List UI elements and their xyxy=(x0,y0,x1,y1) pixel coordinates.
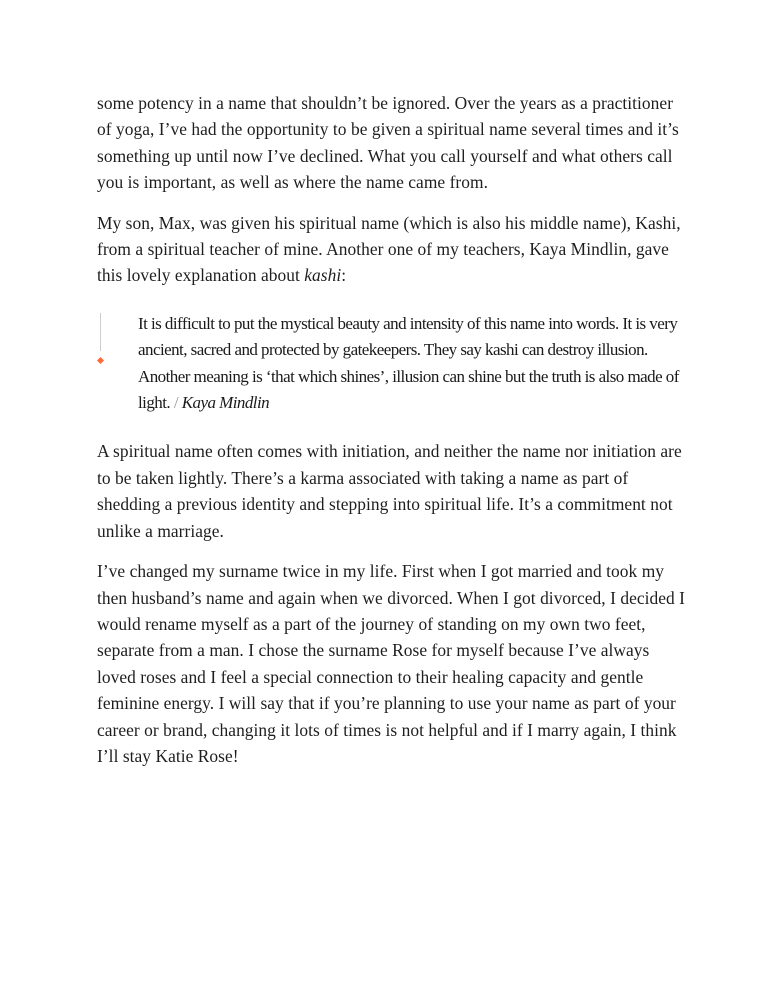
paragraph-son-max-kashi xyxy=(97,210,687,289)
article-body xyxy=(97,90,687,769)
quote-diamond-icon xyxy=(97,357,104,364)
paragraph-text: My son, Max, was given his spiritual name (which is also his middle name), Kashi, from a spiritual teacher of mine. Another one of my teachers, Kaya Mindlin, gave this lovely explanation about xyxy=(97,212,681,286)
paragraph-spiritual-name-potency: some potency in a name that shouldn’t be ignored. Over the years as a practitioner of yoga, I’ve had the opportunity to be given a spiritual name several times and it’s something up until now I’ve declined. What you call yourself and what others call you is important, as well as where the name came from. xyxy=(97,93,679,193)
paragraph-surname-change: I’ve changed my surname twice in my life. First when I got married and took my then husband’s name and again when we divorced. When I got divorced, I decided I would rename myself as a part of the journey of standing on my own two feet, separate from a man. I chose the surname Rose for myself because I’ve always loved roses and I feel a special connection to their healing capacity and gentle feminine energy. I will say that if you’re planning to use your name as part of your career or brand, changing it lots of times is not helpful and if I marry again, I think I’ll stay Katie Rose! xyxy=(97,561,686,766)
paragraph-initiation: A spiritual name often comes with initiation, and neither the name nor initiation are to be taken lightly. There’s a karma associated with taking a name as part of shedding a previous identity and stepping into spiritual life. It’s a commitment not unlike a marriage. xyxy=(97,441,682,541)
paragraph-punctuation: : xyxy=(341,265,347,286)
quote-body: It is difficult to put the mystical beauty and intensity of this name into words. It is very ancient, sacred and protected by gatekeepers. They say kashi can destroy illusion. Another meaning is ‘that which shines’, illusion can shine but the truth is also made of light. xyxy=(138,313,679,413)
quote-text xyxy=(138,311,687,417)
quote-rule xyxy=(100,313,101,351)
pull-quote xyxy=(97,311,687,417)
quote-separator: / xyxy=(173,393,179,413)
quote-author: Kaya Mindlin xyxy=(181,393,270,413)
emphasis-kashi: kashi xyxy=(304,265,342,286)
